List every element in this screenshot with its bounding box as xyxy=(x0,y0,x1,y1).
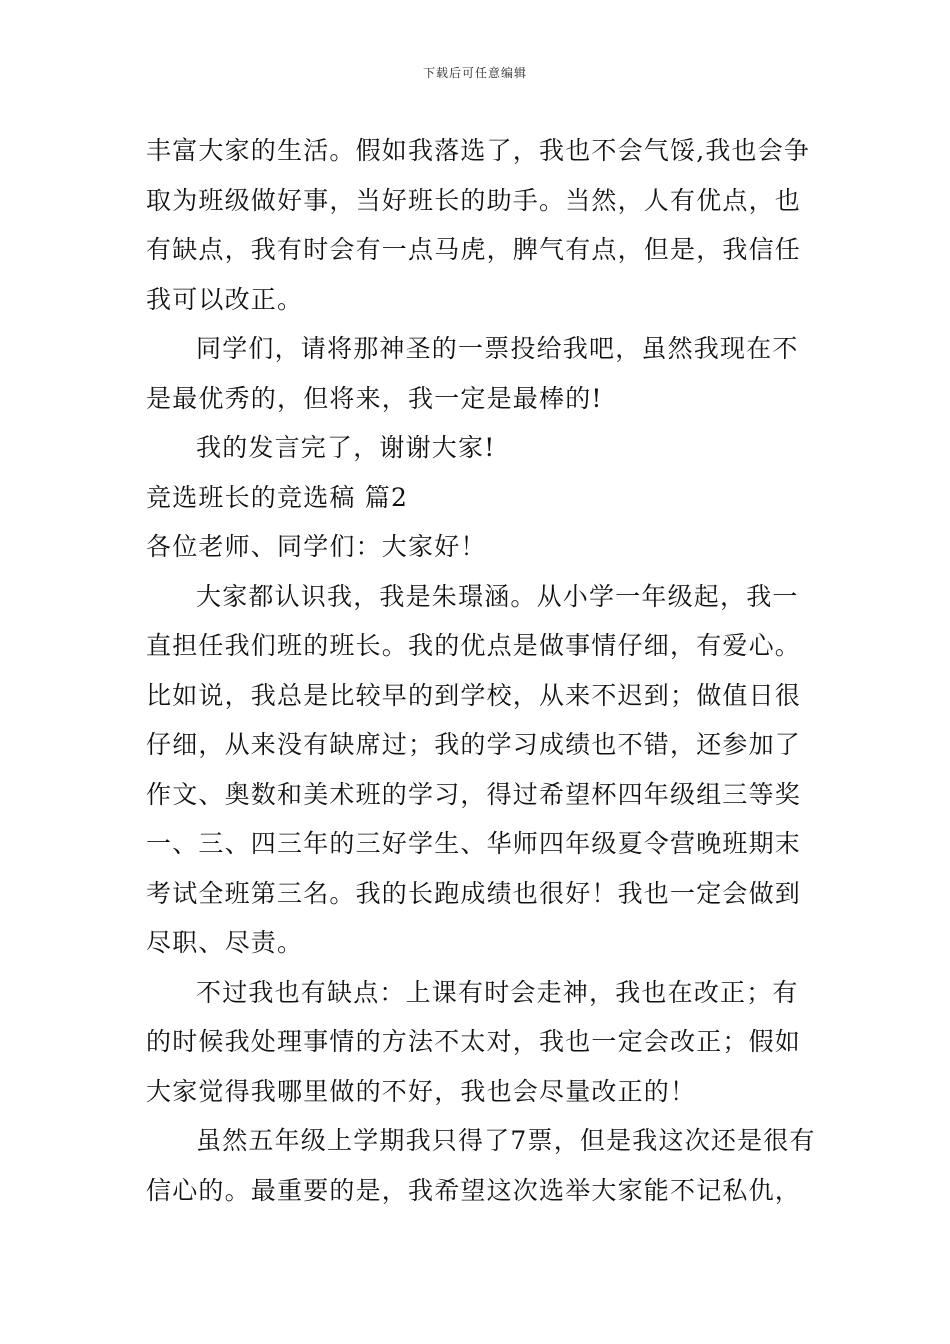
text-line: 直担任我们班的班长。我的优点是做事情仔细，有爱心。 xyxy=(146,631,802,660)
document-body xyxy=(146,126,816,1215)
text-line: 比如说，我总是比较早的到学校，从来不迟到；做值日很 xyxy=(146,680,802,710)
text-line: 仔细，从来没有缺席过；我的学习成绩也不错，还参加了 xyxy=(146,730,802,759)
text-line: 有缺点，我有时会有一点马虎，脾气有点，但是，我信任 xyxy=(146,235,802,264)
paragraph-start-line: 同学们，请将那神圣的一票投给我吧，虽然我现在不 xyxy=(196,334,799,363)
page-header: 下载后可任意编辑 xyxy=(422,66,527,80)
salutation: 各位老师、同学们：大家好！ xyxy=(146,532,487,561)
paragraph-start-line: 虽然五年级上学期我只得了7票，但是我这次还是很有 xyxy=(196,1126,816,1155)
text-line: 是最优秀的，但将来，我一定是最棒的! xyxy=(146,383,603,413)
paragraph-start-line: 不过我也有缺点：上课有时会走神，我也在改正；有 xyxy=(196,977,799,1007)
paragraph-start-line: 大家都认识我，我是朱璟涵。从小学一年级起，我一 xyxy=(196,581,799,611)
text-line: 考试全班第三名。我的长跑成绩也很好！我也一定会做到 xyxy=(146,878,802,908)
text-line: 我可以改正。 xyxy=(146,284,304,314)
text-line: 作文、奥数和美术班的学习，得过希望杯四年级组三等奖 xyxy=(146,779,802,809)
text-line: 丰富大家的生活。假如我落选了，我也不会气馁,我也会争 xyxy=(146,136,811,165)
text-line: 大家觉得我哪里做的不好，我也会尽量改正的！ xyxy=(146,1076,697,1106)
text-line: 取为班级做好事，当好班长的助手。当然，人有优点，也 xyxy=(146,185,802,215)
text-line: 尽职、尽责。 xyxy=(146,928,304,957)
text-line: 的时候我处理事情的方法不太对，我也一定会改正；假如 xyxy=(146,1027,802,1056)
section-title: 竞选班长的竞选稿 篇2 xyxy=(146,482,409,512)
paragraph-start-line: 我的发言完了，谢谢大家! xyxy=(196,433,496,462)
text-line: 一、三、四三年的三好学生、华师四年级夏令营晚班期末 xyxy=(146,829,802,858)
text-line: 信心的。最重要的是，我希望这次选举大家能不记私仇， xyxy=(146,1175,802,1205)
